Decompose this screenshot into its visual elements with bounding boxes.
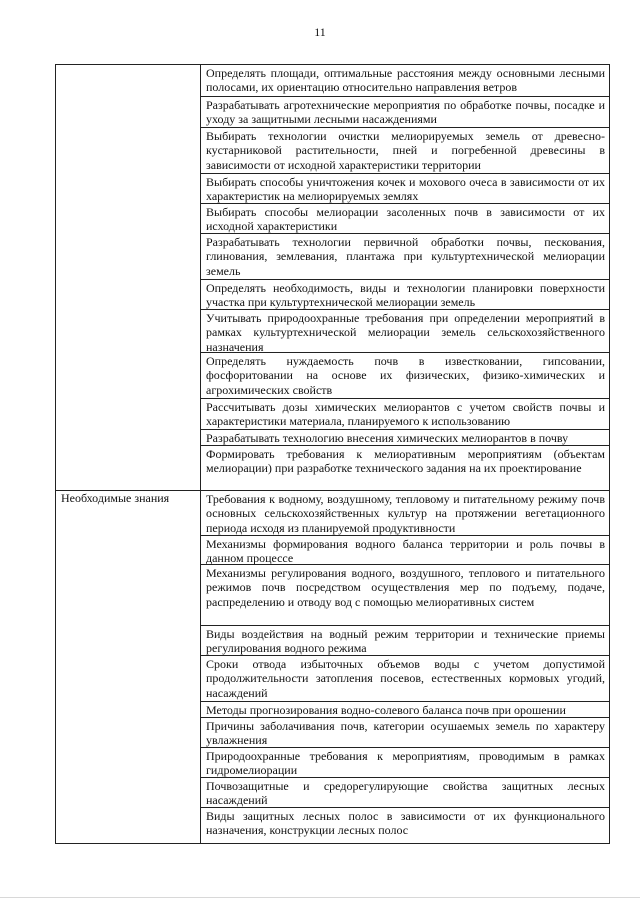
knowledge-row: Механизмы формирования водного баланса территории и роль почвы в данном процессе — [201, 535, 609, 566]
knowledge-row: Виды воздействия на водный режим территории и технические приемы регулирования водного режима — [201, 625, 609, 656]
knowledge-row: Виды защитных лесных полос в зависимости от их функционального назначения, конструкции лесных полос — [201, 807, 609, 838]
knowledge-row: Сроки отвода избыточных объемов воды с учетом допустимой продолжительности затопления посевов, естественных кормовых угодий, насаждений — [201, 655, 609, 700]
scan-edge-line — [0, 897, 640, 898]
knowledge-row: Методы прогнозирования водно-солевого баланса почв при орошении — [201, 701, 609, 717]
skill-row: Учитывать природоохранные требования при определении мероприятий в рамках культуртехнической мелиорации земель сельскохозяйственного назначения — [201, 309, 609, 354]
skill-row: Определять площади, оптимальные расстояния между основными лесными полосами, их ориентацию относительно направления ветров — [206, 66, 605, 95]
knowledge-section-label: Необходимые знания — [61, 491, 170, 505]
skill-row: Выбирать технологии очистки мелиорируемых земель от древесно-кустарниковой растительности, пней и погребенной древесины в зависимости от исходной характеристики территории — [201, 127, 609, 172]
knowledge-row: Требования к водному, воздушному, тепловому и питательному режиму почв основных сельскохозяйственных культур на протяжении вегетационного периода исходя из планируемой продуктивности — [56, 490, 609, 535]
skill-row: Выбирать способы мелиорации засоленных почв в зависимости от их исходной характеристики — [201, 203, 609, 234]
skill-row: Разрабатывать технологию внесения химических мелиорантов в почву — [201, 429, 609, 445]
skill-row: Формировать требования к мелиоративным мероприятиям (объектам мелиорации) при разработке технического задания на их проектирование — [201, 445, 609, 476]
skill-row: Выбирать способы уничтожения кочек и мохового очеса в зависимости от их характеристик на мелиорируемых землях — [201, 173, 609, 204]
skill-row: Разрабатывать технологии первичной обработки почвы, пескования, глинования, землевания, плантажа при культуртехнической мелиорации земель — [201, 233, 609, 278]
skill-row: Разрабатывать агротехнические мероприятия по обработке почвы, посадке и уходу за защитными лесными насаждениями — [201, 96, 609, 127]
skill-row: Определять необходимость, виды и технологии планировки поверхности участка при культуртехнической мелиорации земель — [201, 279, 609, 310]
knowledge-row: Причины заболачивания почв, категории осушаемых земель по характеру увлажнения — [201, 717, 609, 748]
competency-table — [55, 64, 610, 844]
knowledge-row: Почвозащитные и средорегулирующие свойства защитных лесных насаждений — [201, 777, 609, 808]
skill-row: Определять нуждаемость почв в известковании, гипсовании, фосфоритовании на основе их физических, физико-химических и агрохимических свойств — [201, 352, 609, 397]
page-number: 11 — [314, 25, 326, 39]
knowledge-row: Природоохранные требования к мероприятиям, проводимым в рамках гидромелиорации — [201, 747, 609, 778]
skill-row: Рассчитывать дозы химических мелиорантов с учетом свойств почвы и характеристики материала, планируемого к использованию — [201, 398, 609, 429]
knowledge-row: Механизмы регулирования водного, воздушного, теплового и питательного режимов почв посредством осуществления мер по подъему, подаче, распределению и отводу вод с помощью мелиоративных систем — [201, 564, 609, 609]
